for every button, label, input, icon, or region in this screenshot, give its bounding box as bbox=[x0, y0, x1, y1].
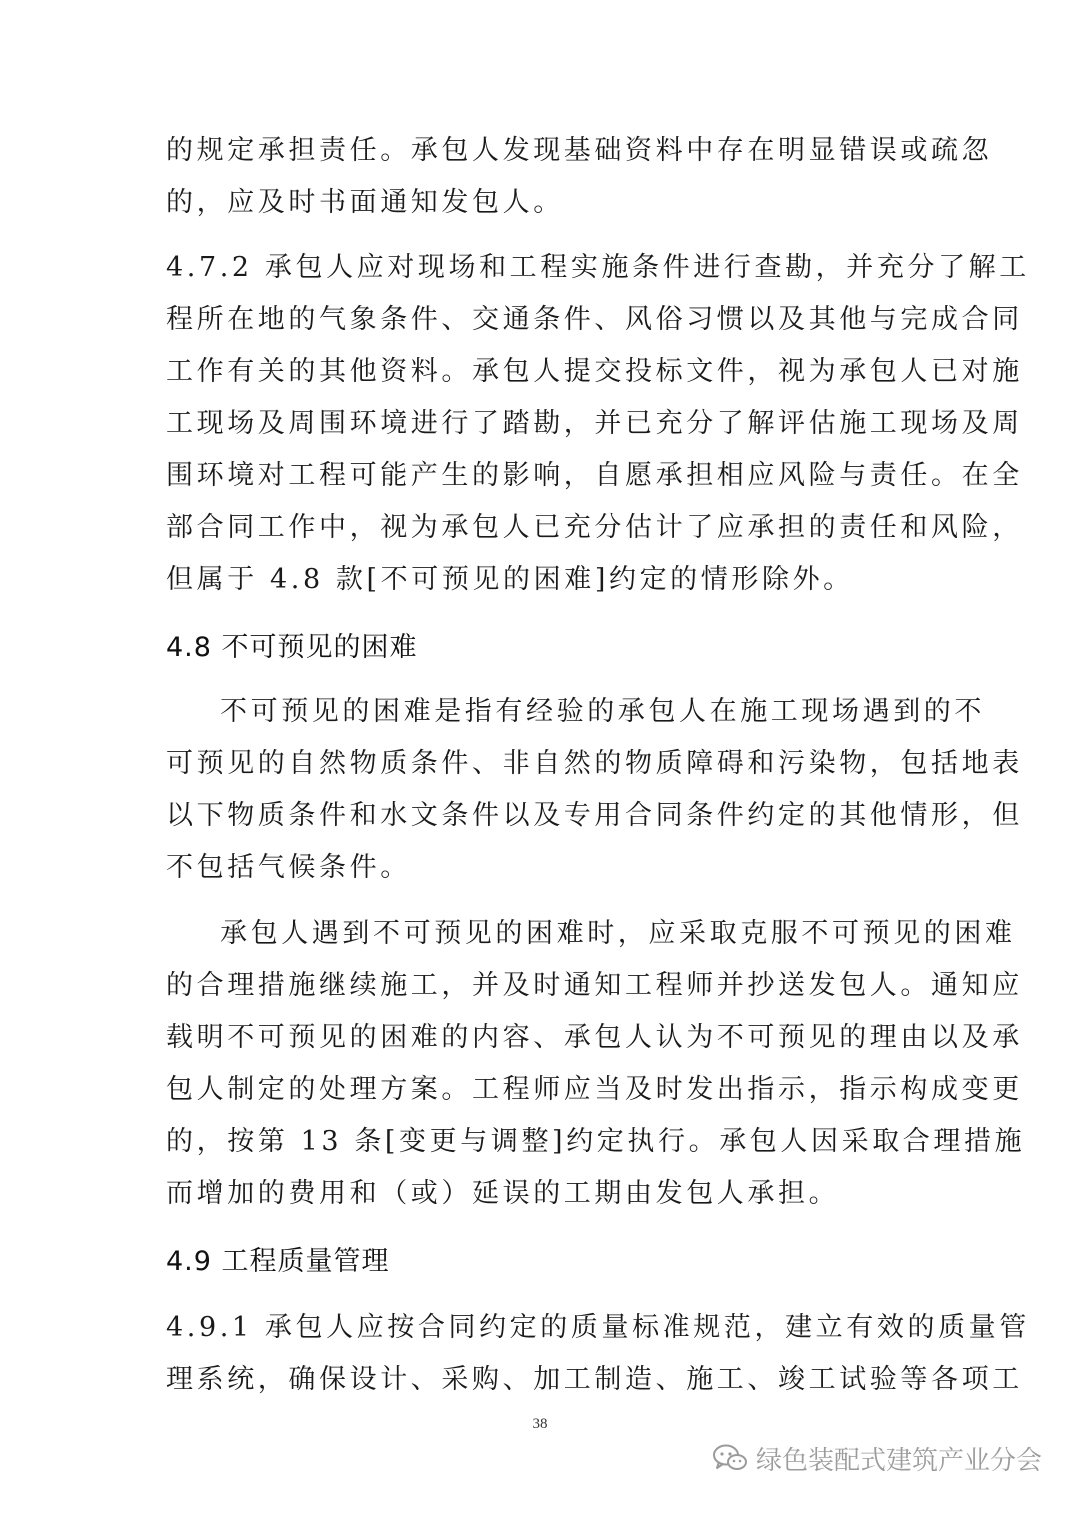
paragraph-line: 的合理措施继续施工，并及时通知工程师并抄送发包人。通知应 bbox=[166, 970, 1023, 1001]
paragraph-line: 的，按第 13 条[变更与调整]约定执行。承包人因采取合理措施 bbox=[166, 1126, 1026, 1157]
paragraph-line: 但属于 4.8 款[不可预见的困难]约定的情形除外。 bbox=[166, 564, 854, 595]
paragraph-line: 工现场及周围环境进行了踏勘，并已充分了解评估施工现场及周 bbox=[166, 408, 1023, 439]
paragraph-line: 可预见的自然物质条件、非自然的物质障碍和污染物，包括地表 bbox=[166, 748, 1023, 779]
paragraph-line: 不包括气候条件。 bbox=[166, 852, 411, 883]
page-number: 38 bbox=[532, 1416, 548, 1432]
paragraph-line: 程所在地的气象条件、交通条件、风俗习惯以及其他与完成合同 bbox=[166, 304, 1023, 335]
paragraph-line: 理系统，确保设计、采购、加工制造、施工、竣工试验等各项工 bbox=[166, 1364, 1023, 1395]
paragraph-line: 包人制定的处理方案。工程师应当及时发出指示，指示构成变更 bbox=[166, 1074, 1023, 1105]
paragraph-line: 不可预见的困难是指有经验的承包人在施工现场遇到的不 bbox=[220, 696, 985, 727]
paragraph-line: 载明不可预见的困难的内容、承包人认为不可预见的理由以及承 bbox=[166, 1022, 1023, 1053]
paragraph-line: 的规定承担责任。承包人发现基础资料中存在明显错误或疏忽 bbox=[166, 135, 993, 166]
wechat-icon bbox=[712, 1443, 748, 1473]
section-heading-4-9: 4.9 工程质量管理 bbox=[166, 1246, 390, 1277]
paragraph-line: 以下物质条件和水文条件以及专用合同条件约定的其他情形，但 bbox=[166, 800, 1023, 831]
section-heading-4-8: 4.8 不可预见的困难 bbox=[166, 632, 418, 663]
watermark-text: 绿色装配式建筑产业分会 bbox=[756, 1445, 1043, 1476]
watermark bbox=[712, 1436, 1042, 1480]
paragraph-line: 而增加的费用和（或）延误的工期由发包人承担。 bbox=[166, 1178, 840, 1209]
paragraph-line: 的，应及时书面通知发包人。 bbox=[166, 187, 564, 218]
paragraph-line: 围环境对工程可能产生的影响，自愿承担相应风险与责任。在全 bbox=[166, 460, 1023, 491]
clause-4-7-2-line: 4.7.2 承包人应对现场和工程实施条件进行查勘，并充分了解工 bbox=[166, 252, 1030, 283]
paragraph-line: 部合同工作中，视为承包人已充分估计了应承担的责任和风险， bbox=[166, 512, 1023, 543]
clause-4-9-1-line: 4.9.1 承包人应按合同约定的质量标准规范，建立有效的质量管 bbox=[166, 1312, 1030, 1343]
paragraph-line: 承包人遇到不可预见的困难时，应采取克服不可预见的困难 bbox=[220, 918, 1016, 949]
paragraph-line: 工作有关的其他资料。承包人提交投标文件，视为承包人已对施 bbox=[166, 356, 1023, 387]
